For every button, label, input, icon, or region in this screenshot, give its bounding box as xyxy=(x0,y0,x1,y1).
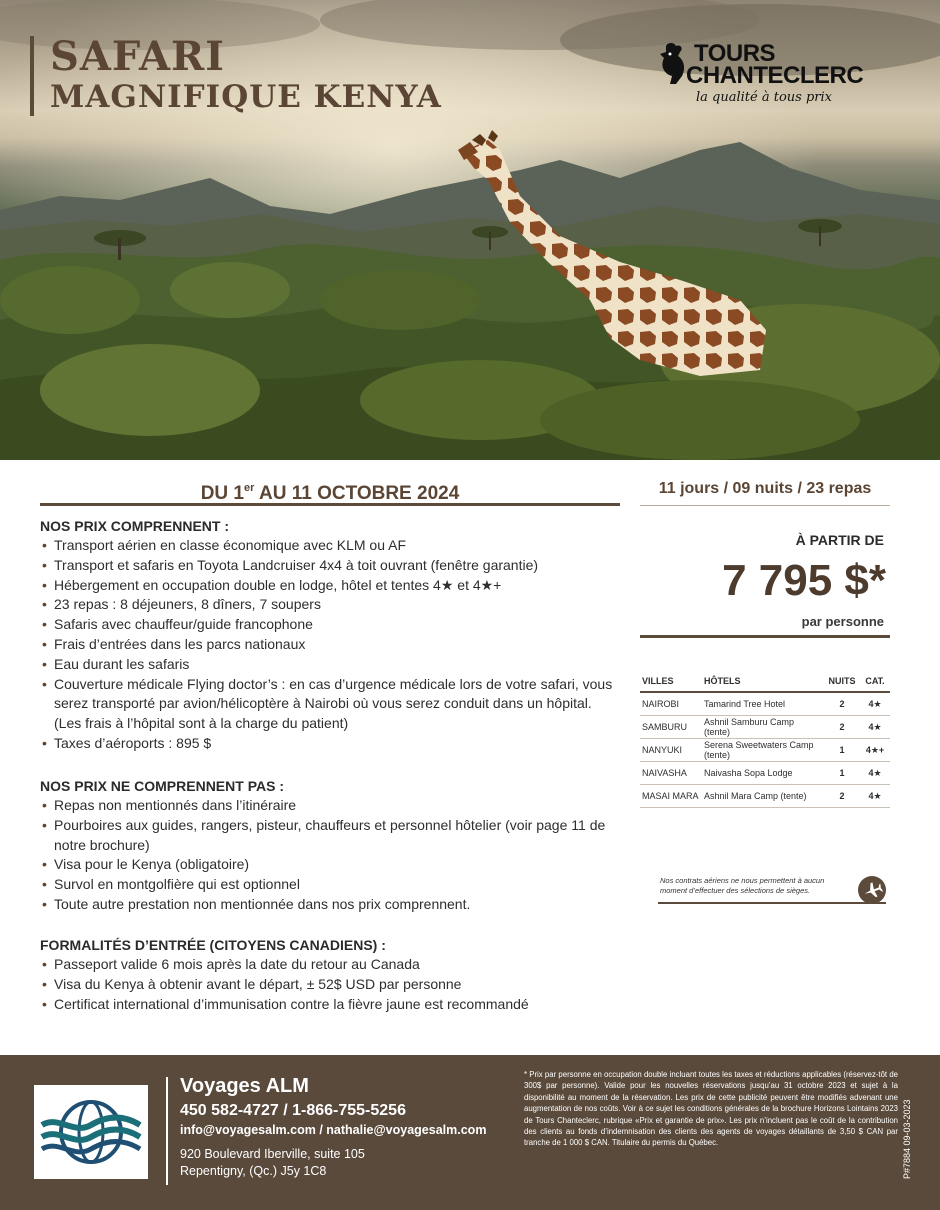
cell-cat: 4★ xyxy=(860,784,890,807)
table-row xyxy=(640,692,890,715)
reference-code: P#7884 09-03-2023 xyxy=(902,1099,912,1179)
included-section xyxy=(40,518,620,754)
cell-hotel: Serena Sweetwaters Camp (tente) xyxy=(702,738,824,761)
fine-print: * Prix par personne en occupation double incluant toutes les taxes et réductions applicables (réservez-tôt de 300$ par personne). Valide pour les nouvelles réservations jusqu’au 31 octobre 2023 et sujet à la disponibilité au moment de la réservation. Les prix de cette publicité peuvent être modifiés advenant une augmentation de nos coûts. Voir à ce sujet les conditions générales de la brochure Horizons Lointains 2023 de Tours Chanteclerc, rubrique «Prix et garantie de prix». Les prix n’incluent pas le coût de la contribution des clients au fonds d’indemnisation des clients des agents de voyages détaillants de 3,50 $ CAN par tranche de 1 000 $ CAN. Titulaire du permis du Québec. xyxy=(524,1070,898,1148)
list-item: • Survol en montgolfière qui est optionnel xyxy=(40,875,620,895)
excluded-section xyxy=(40,778,620,915)
included-list xyxy=(40,536,620,754)
list-item: • Passeport valide 6 mois après la date du retour au Canada xyxy=(40,955,620,975)
list-item: • Transport aérien en classe économique avec KLM ou AF xyxy=(40,536,620,556)
tours-chanteclerc-logo xyxy=(656,40,886,110)
cell-nights: 1 xyxy=(824,761,860,784)
cell-cat: 4★ xyxy=(860,761,890,784)
table-row xyxy=(640,715,890,738)
list-item: • Safaris avec chauffeur/guide francophone xyxy=(40,615,620,635)
dates-suffix: AU 11 OCTOBRE 2024 xyxy=(254,483,460,504)
price-amount: 7 795 $* xyxy=(722,556,886,605)
brand-line-2: CHANTECLERC xyxy=(686,62,864,89)
cell-cat: 4★+ xyxy=(860,738,890,761)
agency-name: Voyages ALM xyxy=(180,1075,309,1097)
dates-prefix: DU 1 xyxy=(200,483,244,504)
price-from-label: À PARTIR DE xyxy=(795,532,884,548)
header-nuits: NUITS xyxy=(824,670,860,692)
list-item: • Visa pour le Kenya (obligatoire) xyxy=(40,855,620,875)
airplane-icon xyxy=(858,876,886,904)
header-cat: CAT. xyxy=(860,670,890,692)
list-item: • Frais d’entrées dans les parcs nationaux xyxy=(40,635,620,655)
footer-divider xyxy=(166,1077,168,1185)
trip-dates xyxy=(40,474,620,506)
list-item: • Couverture médicale Flying doctor’s : en cas d’urgence médicale lors de votre safari, vous serez transporté par avion/hélicoptère à Nairobi où vous serez conduit dans un hôpital. (Les frais à l’hôpital sont à la charge du patient) xyxy=(40,675,620,734)
cell-cat: 4★ xyxy=(860,692,890,715)
list-item: • Transport et safaris en Toyota Landcruiser 4x4 à toit ouvrant (fenêtre garantie) xyxy=(40,556,620,576)
header-villes: VILLES xyxy=(640,670,702,692)
list-item: • Eau durant les safaris xyxy=(40,655,620,675)
cell-hotel: Naivasha Sopa Lodge xyxy=(702,761,824,784)
agency-address-line-1: 920 Boulevard Iberville, suite 105 xyxy=(180,1147,365,1161)
seat-note-text: Nos contrats aériens ne nous permettent à aucun moment d’effectuer des sélections de sièges. xyxy=(660,876,825,895)
agency-phone[interactable]: 450 582-4727 / 1-866-755-5256 xyxy=(180,1102,406,1119)
agency-email[interactable]: info@voyagesalm.com / nathalie@voyagesalm.com xyxy=(180,1123,487,1137)
hero-banner xyxy=(0,0,940,460)
table-header-row xyxy=(640,670,890,692)
excluded-list xyxy=(40,796,620,915)
cell-hotel: Tamarind Tree Hotel xyxy=(702,692,824,715)
cell-hotel: Ashnil Samburu Camp (tente) xyxy=(702,715,824,738)
title-line-2: MAGNIFIQUE KENYA xyxy=(50,79,442,115)
cell-hotel: Ashnil Mara Camp (tente) xyxy=(702,784,824,807)
list-item: • Repas non mentionnés dans l’itinéraire xyxy=(40,796,620,816)
table-row xyxy=(640,738,890,761)
cell-city: NAIVASHA xyxy=(640,761,702,784)
list-item: • Visa du Kenya à obtenir avant le départ, ± 52$ USD par personne xyxy=(40,975,620,995)
price-per-person: par personne xyxy=(640,614,890,638)
table-row xyxy=(640,761,890,784)
excluded-title: NOS PRIX NE COMPRENNENT PAS : xyxy=(40,778,284,794)
title-line-1: SAFARI xyxy=(50,33,225,80)
formalities-title: FORMALITÉS D’ENTRÉE (CITOYENS CANADIENS) : xyxy=(40,937,386,953)
list-item: • Pourboires aux guides, rangers, pisteur, chauffeurs et personnel hôtelier (voir page 11 de notre brochure) xyxy=(40,816,620,856)
cell-city: SAMBURU xyxy=(640,715,702,738)
agency-address-line-2: Repentigny, (Qc.) J5y 1C8 xyxy=(180,1164,327,1178)
formalities-section xyxy=(40,937,620,1014)
cell-nights: 2 xyxy=(824,784,860,807)
dates-sup: er xyxy=(244,482,255,494)
cell-city: NANYUKI xyxy=(640,738,702,761)
cell-nights: 2 xyxy=(824,692,860,715)
included-title: NOS PRIX COMPRENNENT : xyxy=(40,518,230,534)
cell-city: MASAI MARA xyxy=(640,784,702,807)
header-hotels: HÔTELS xyxy=(702,670,824,692)
hotels-table xyxy=(640,670,890,808)
list-item: • Certificat international d’immunisation contre la fièvre jaune est recommandé xyxy=(40,995,620,1015)
rooster-icon xyxy=(656,42,690,86)
dates-text xyxy=(201,483,460,504)
cell-nights: 1 xyxy=(824,738,860,761)
cell-cat: 4★ xyxy=(860,715,890,738)
list-item: • 23 repas : 8 déjeuners, 8 dîners, 7 soupers xyxy=(40,595,620,615)
title-block xyxy=(30,33,442,116)
cell-city: NAIROBI xyxy=(640,692,702,715)
brand-tagline: la qualité à tous prix xyxy=(696,90,832,105)
brand-line-1: TOURS xyxy=(694,40,776,67)
globe-waves-logo xyxy=(34,1085,148,1179)
trip-duration: 11 jours / 09 nuits / 23 repas xyxy=(640,474,890,506)
cell-nights: 2 xyxy=(824,715,860,738)
footer xyxy=(0,1055,940,1210)
seat-note xyxy=(658,876,886,904)
list-item: • Hébergement en occupation double en lodge, hôtel et tentes 4★ et 4★+ xyxy=(40,576,620,596)
list-item: • Toute autre prestation non mentionnée dans nos prix comprennent. xyxy=(40,895,620,915)
list-item: • Taxes d’aéroports : 895 $ xyxy=(40,734,620,754)
table-row xyxy=(640,784,890,807)
formalities-list xyxy=(40,955,620,1014)
